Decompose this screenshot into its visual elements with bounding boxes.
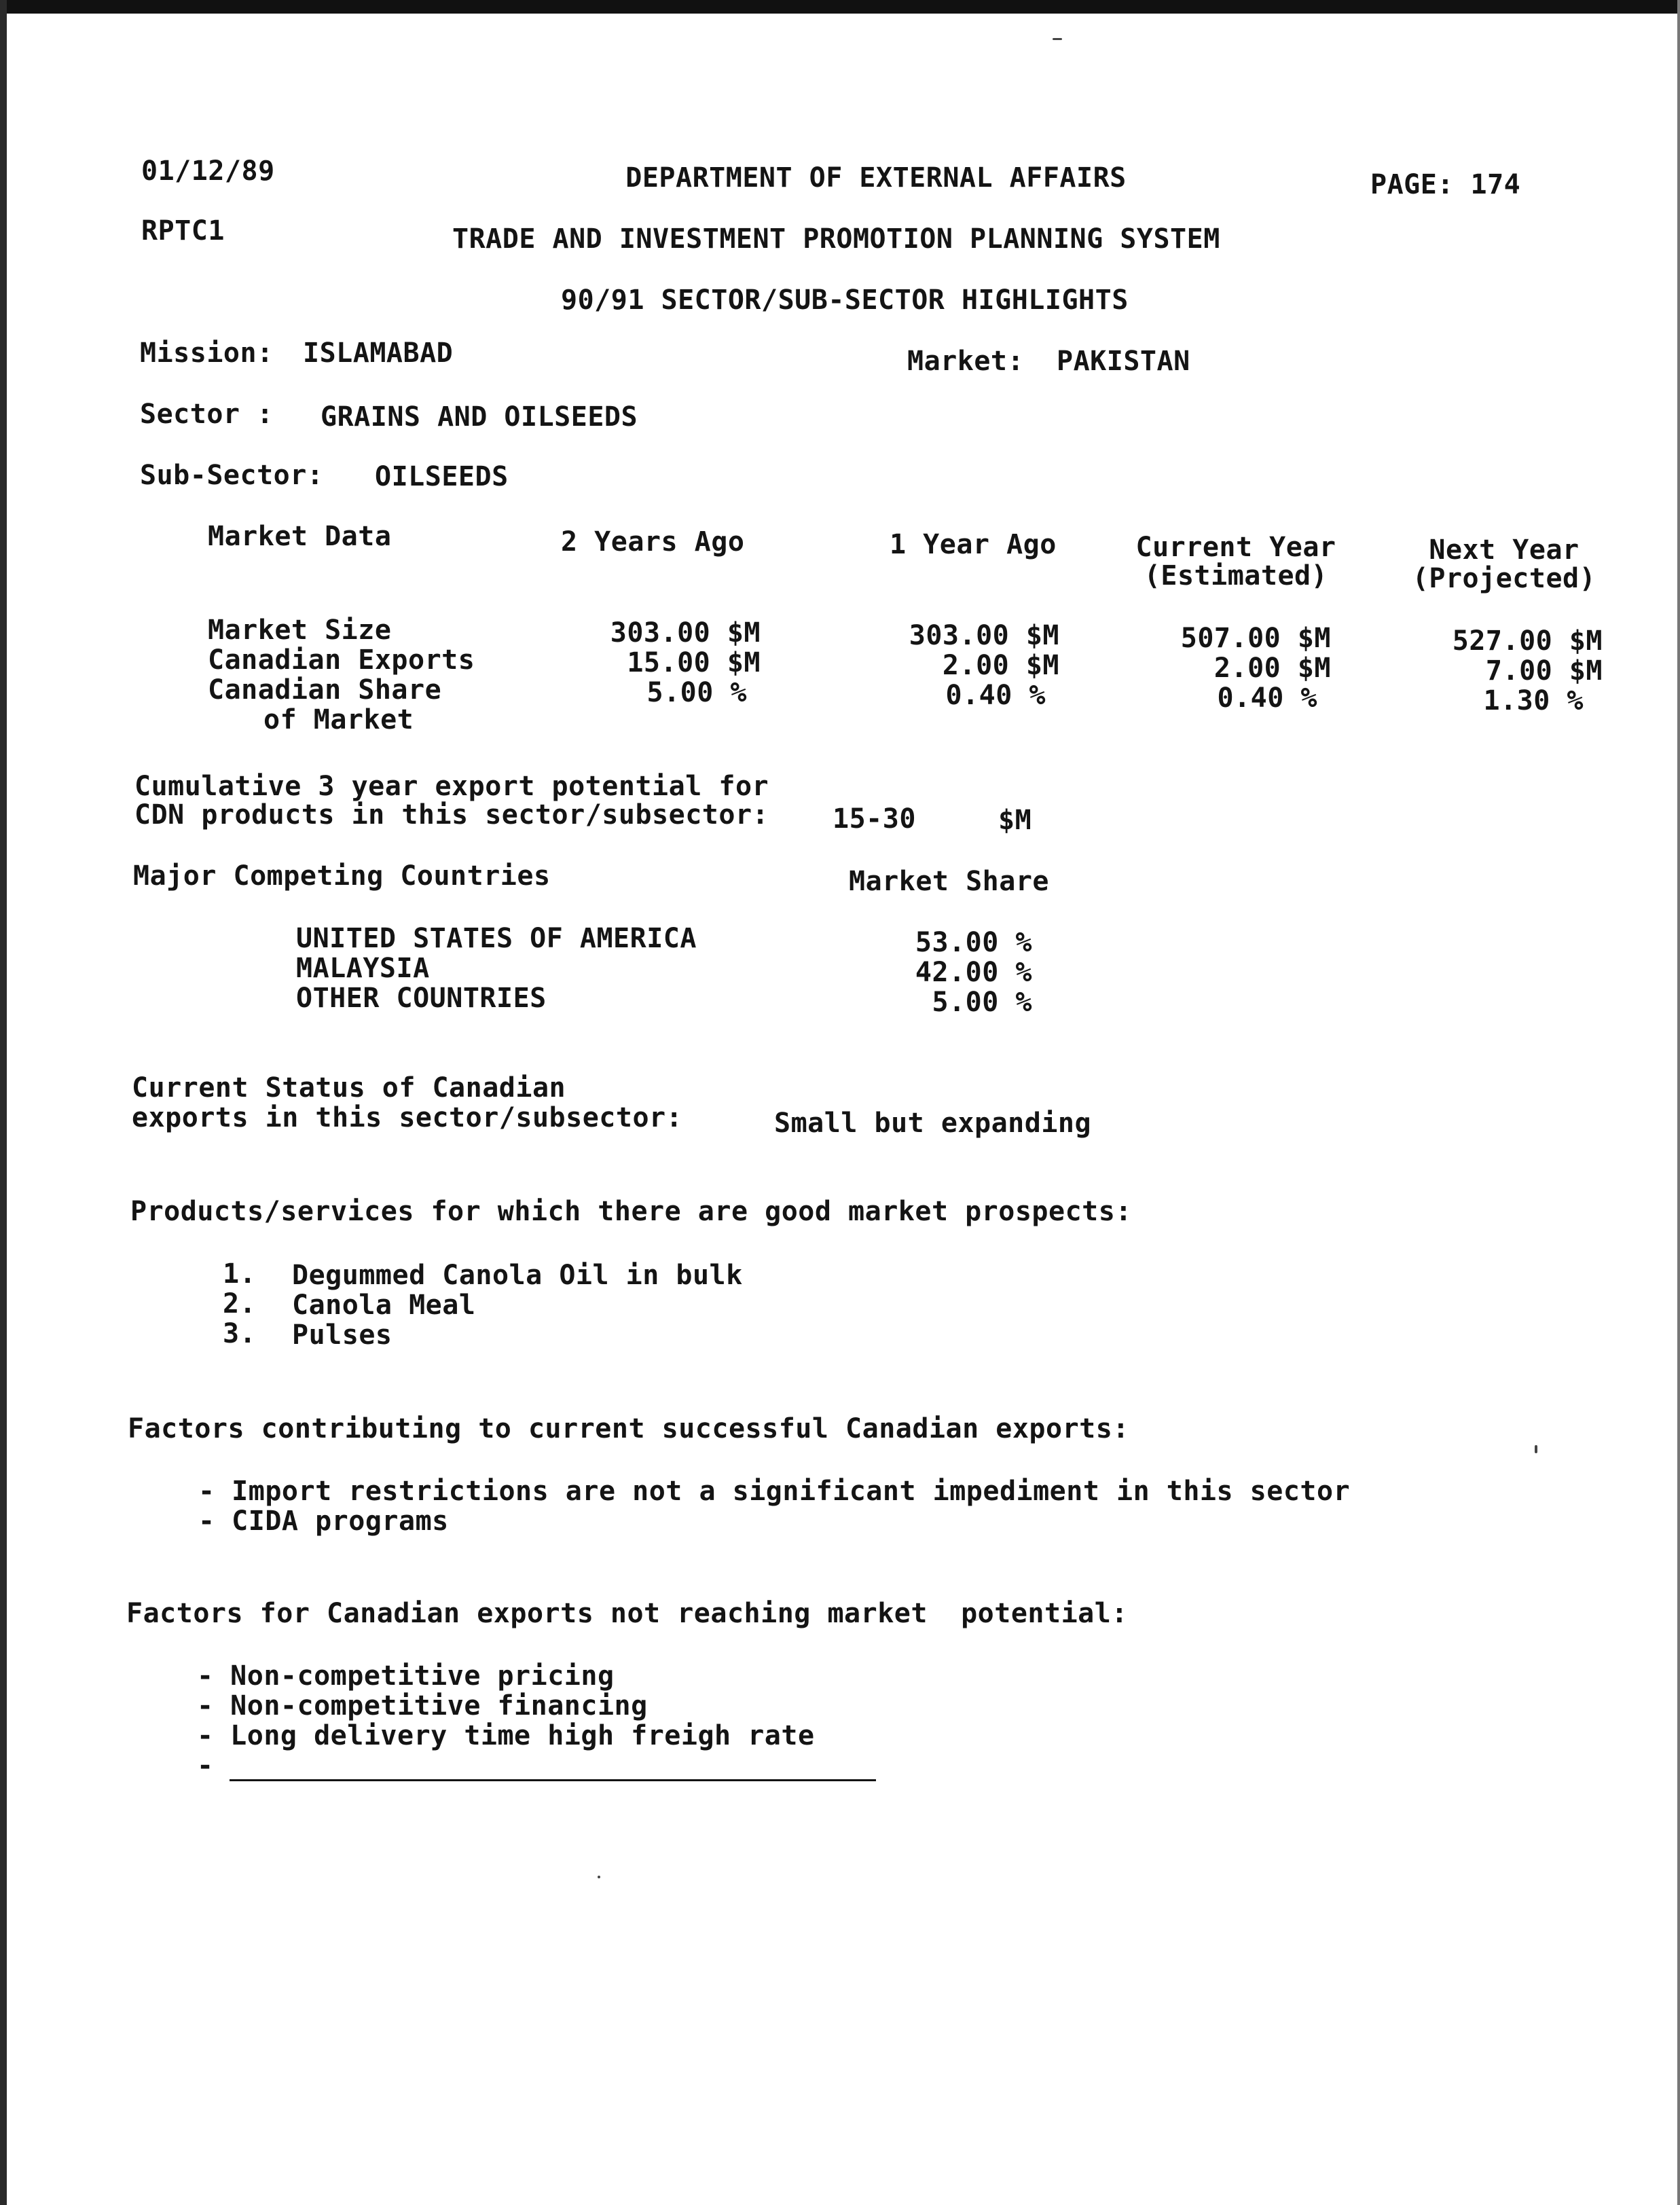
competitor-share: 42.00 % (915, 957, 1032, 988)
product-item: Degummed Canola Oil in bulk (292, 1260, 743, 1291)
cell-market-size-current: 507.00 $M (1180, 623, 1331, 654)
competitor-country: OTHER COUNTRIES (296, 983, 547, 1014)
mission-label: Mission: (140, 338, 274, 369)
market-label: Market: (907, 346, 1025, 377)
scan-speck (1053, 38, 1062, 40)
sector-label: Sector : (140, 399, 274, 430)
status-line1: Current Status of Canadian (132, 1072, 566, 1104)
cell-exports-next: 7.00 $M (1485, 655, 1603, 687)
status-value: Small but expanding (774, 1108, 1092, 1139)
cell-share-next: 1.30 % (1483, 685, 1584, 716)
scan-top-border (0, 0, 1680, 14)
scan-left-border (0, 0, 7, 2205)
blank-entry-underline (230, 1779, 876, 1781)
sector-value: GRAINS AND OILSEEDS (321, 401, 638, 433)
product-number: 1. (223, 1258, 257, 1290)
report-date: 01/12/89 (141, 156, 275, 187)
cell-market-size-2y: 303.00 $M (610, 617, 761, 649)
barrier-factors-heading: Factors for Canadian exports not reaching market potential: (126, 1598, 1128, 1629)
col-next-year-subheader: (Projected) (1412, 563, 1596, 594)
competitors-heading: Major Competing Countries (133, 860, 551, 892)
product-item: Pulses (292, 1319, 392, 1351)
competitor-share: 53.00 % (915, 927, 1032, 958)
potential-line2: CDN products in this sector/subsector: (134, 799, 769, 831)
col-2-years-ago-header: 2 Years Ago (561, 526, 745, 558)
market-value: PAKISTAN (1057, 346, 1190, 377)
cell-market-size-next: 527.00 $M (1452, 625, 1603, 657)
system-title: TRADE AND INVESTMENT PROMOTION PLANNING SYSTEM (452, 223, 1220, 255)
col-next-year-header: Next Year (1429, 534, 1579, 566)
row-label-market-size: Market Size (208, 615, 392, 646)
subsector-value: OILSEEDS (375, 461, 509, 492)
scan-speck (598, 1876, 600, 1878)
competitor-country: MALAYSIA (296, 953, 430, 984)
potential-value: 15-30 (833, 803, 916, 835)
market-data-header: Market Data (208, 521, 392, 552)
cell-exports-1y: 2.00 $M (942, 650, 1059, 681)
potential-line1: Cumulative 3 year export potential for (134, 771, 769, 802)
success-factors-heading: Factors contributing to current successful Canadian exports: (128, 1413, 1129, 1444)
scan-speck (1535, 1445, 1537, 1453)
subsector-label: Sub-Sector: (140, 460, 324, 491)
market-share-heading: Market Share (849, 866, 1049, 897)
barrier-factor-item: - Non-competitive financing (197, 1690, 648, 1721)
status-line2: exports in this sector/subsector: (132, 1102, 683, 1133)
products-heading: Products/services for which there are good market prospects: (130, 1196, 1132, 1227)
cell-share-2y: 5.00 % (646, 677, 747, 708)
mission-value: ISLAMABAD (303, 338, 454, 369)
competitor-country: UNITED STATES OF AMERICA (296, 923, 697, 954)
col-current-year-header: Current Year (1135, 532, 1336, 563)
product-number: 3. (223, 1318, 257, 1349)
product-number: 2. (223, 1288, 257, 1319)
potential-unit: $M (998, 805, 1032, 836)
competitor-share: 5.00 % (932, 987, 1032, 1018)
col-current-year-subheader: (Estimated) (1144, 560, 1328, 591)
scan-right-border (1677, 0, 1680, 2205)
row-label-canadian-exports: Canadian Exports (208, 644, 475, 676)
cell-exports-2y: 15.00 $M (627, 647, 761, 678)
row-label-canadian-share: Canadian Share (208, 674, 442, 706)
cell-market-size-1y: 303.00 $M (909, 620, 1059, 651)
department-title: DEPARTMENT OF EXTERNAL AFFAIRS (625, 162, 1127, 194)
cell-share-current: 0.40 % (1217, 682, 1317, 714)
cell-share-1y: 0.40 % (945, 680, 1046, 711)
barrier-factor-item: - Long delivery time high freigh rate (197, 1720, 815, 1751)
report-title: 90/91 SECTOR/SUB-SECTOR HIGHLIGHTS (561, 285, 1129, 316)
barrier-factor-item: - (197, 1750, 214, 1781)
success-factor-item: - Import restrictions are not a significant impediment in this sector (198, 1476, 1351, 1507)
barrier-factor-item: - Non-competitive pricing (197, 1660, 615, 1692)
success-factor-item: - CIDA programs (198, 1506, 449, 1537)
product-item: Canola Meal (292, 1290, 476, 1321)
report-code: RPTC1 (141, 215, 225, 247)
page-number: PAGE: 174 (1370, 169, 1521, 200)
col-1-year-ago-header: 1 Year Ago (890, 529, 1057, 560)
row-label-of-market: of Market (263, 704, 414, 735)
cell-exports-current: 2.00 $M (1213, 653, 1331, 684)
